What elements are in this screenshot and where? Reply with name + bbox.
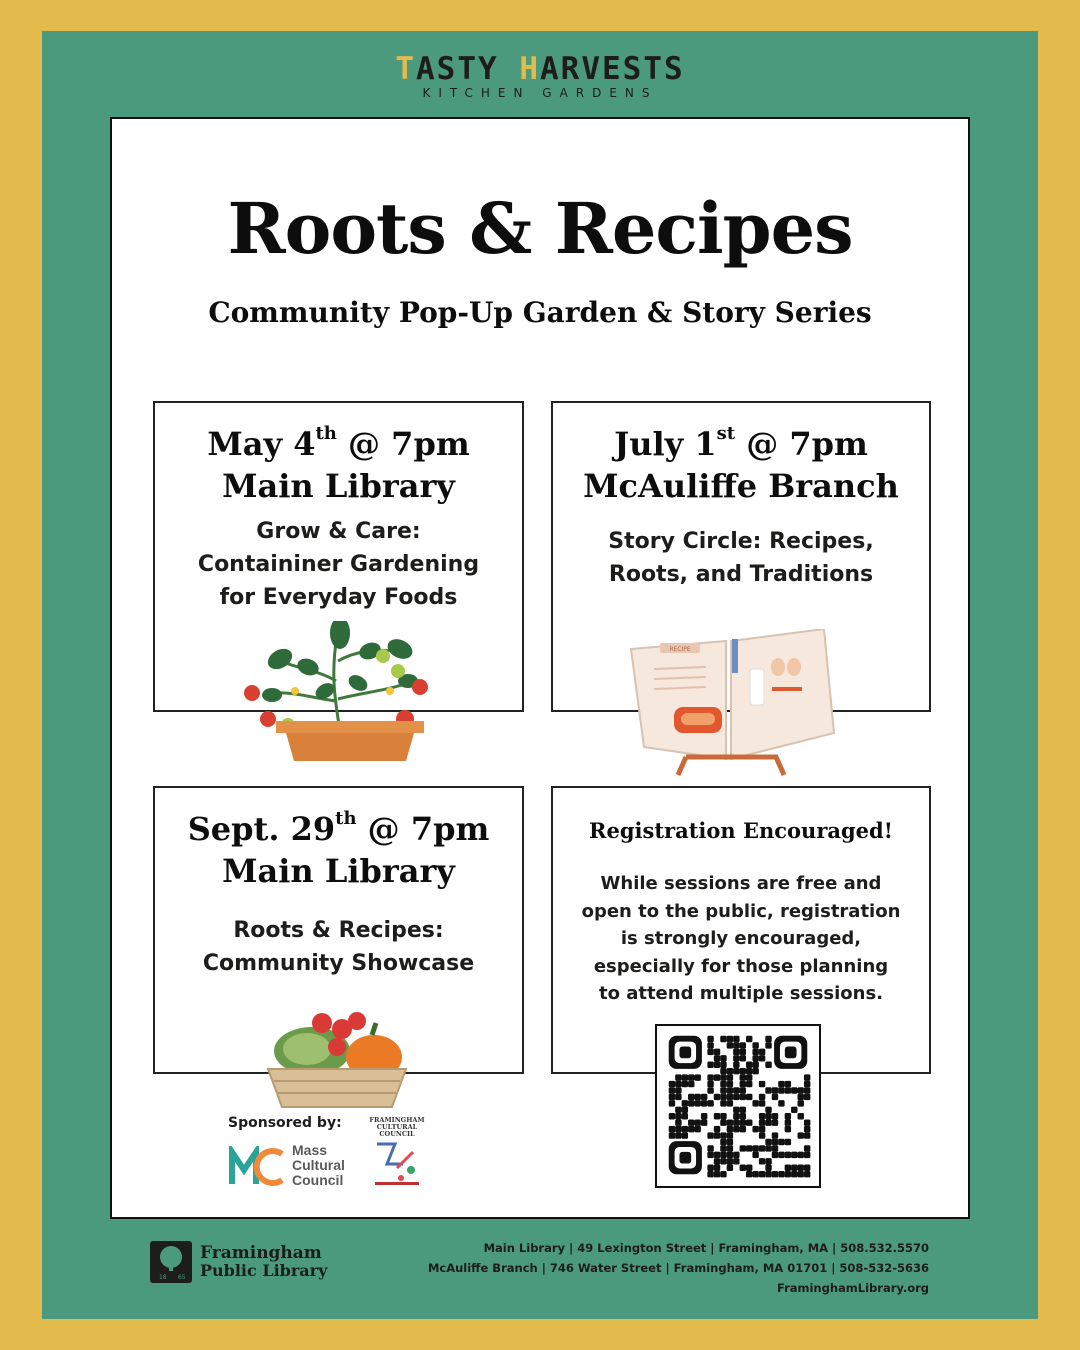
library-year-right: 65 [178, 1274, 186, 1281]
framingham-library-logo [150, 1241, 327, 1283]
event-date-text: Sept. 29 [187, 810, 336, 848]
fcc-line: FRAMINGHAM [369, 1116, 425, 1124]
vegetable-basket-icon [262, 1009, 412, 1109]
library-year-left: 18 [159, 1274, 167, 1281]
library-name [200, 1245, 327, 1279]
footer-contact-info [428, 1238, 929, 1298]
footer-mcauliffe-branch: McAuliffe Branch | 746 Water Street | Framingham, MA 01701 | 508-532-5636 [427, 1261, 929, 1275]
tomato-plant-icon [240, 621, 440, 771]
mcc-line: Council [292, 1172, 344, 1188]
fcc-emblem-icon [367, 1138, 427, 1188]
library-name-line: Framingham [200, 1243, 322, 1263]
event-time: @ 7pm [735, 425, 868, 463]
registration-line: especially for those planning [593, 955, 889, 977]
fcc-name [367, 1117, 427, 1138]
event-date [155, 423, 522, 465]
recipe-book-icon [626, 629, 836, 779]
description-line: Community Showcase [202, 951, 475, 976]
event-date [155, 808, 522, 850]
tasty-harvests-logo [42, 53, 1038, 100]
event-description [155, 914, 522, 980]
recipe-label: RECIPE [669, 646, 691, 653]
brand-tagline: KITCHEN GARDENS [422, 86, 658, 100]
footer-website-link[interactable]: FraminghamLibrary.org [776, 1281, 929, 1295]
description-line: Roots, and Traditions [608, 562, 874, 587]
event-description [553, 525, 929, 591]
brand-word1: ASTY [416, 51, 520, 87]
framingham-cultural-council-logo [367, 1117, 427, 1192]
main-card [110, 117, 970, 1219]
event-description [155, 515, 522, 614]
event-date-ordinal: st [716, 423, 736, 445]
registration-body [553, 870, 929, 1008]
mcc-mark-icon [228, 1146, 286, 1186]
event-location: Main Library [222, 852, 455, 890]
registration-line: is strongly encouraged, [620, 928, 862, 949]
event-date-text: July 1 [614, 425, 717, 463]
description-line: Roots & Recipes: [233, 918, 444, 943]
sponsored-by-label: Sponsored by: [228, 1115, 342, 1131]
description-line: for Everyday Foods [219, 585, 458, 610]
description-line: Containiner Gardening [197, 552, 480, 577]
mcc-line: Cultural [292, 1157, 345, 1173]
registration-title: Registration Encouraged! [589, 818, 893, 843]
brand-initial-h: H [519, 51, 540, 87]
fcc-line: COUNCIL [379, 1130, 415, 1138]
fcc-line: CULTURAL [376, 1123, 418, 1131]
mass-cultural-council-logo [228, 1143, 345, 1188]
brand-word2: ARVESTS [540, 51, 685, 87]
event-time: @ 7pm [356, 810, 490, 848]
brand-name [42, 53, 1038, 85]
mcc-name [292, 1143, 345, 1188]
event-date-text: May 4 [207, 425, 316, 463]
description-line: Grow & Care: [256, 519, 421, 544]
event-date-ordinal: th [335, 808, 357, 830]
library-name-line: Public Library [200, 1261, 328, 1280]
page-title: Roots & Recipes [227, 187, 853, 270]
footer-main-library: Main Library | 49 Lexington Street | Framingham, MA | 508.532.5570 [483, 1241, 929, 1255]
registration-line: open to the public, registration [581, 900, 901, 922]
event-location: McAuliffe Branch [583, 467, 899, 505]
poster-frame [42, 31, 1038, 1319]
registration-qr-code[interactable] [655, 1024, 821, 1188]
registration-line: to attend multiple sessions. [598, 983, 884, 1004]
description-line: Story Circle: Recipes, [608, 529, 874, 554]
event-date [553, 423, 929, 465]
page-subtitle: Community Pop-Up Garden & Story Series [208, 296, 872, 329]
event-date-ordinal: th [315, 423, 337, 445]
registration-line: While sessions are free and [600, 873, 882, 894]
event-time: @ 7pm [336, 425, 470, 463]
mcc-line: Mass [292, 1142, 328, 1158]
library-tree-icon [150, 1241, 192, 1283]
event-location: Main Library [222, 467, 455, 505]
brand-initial-t: T [395, 51, 416, 87]
